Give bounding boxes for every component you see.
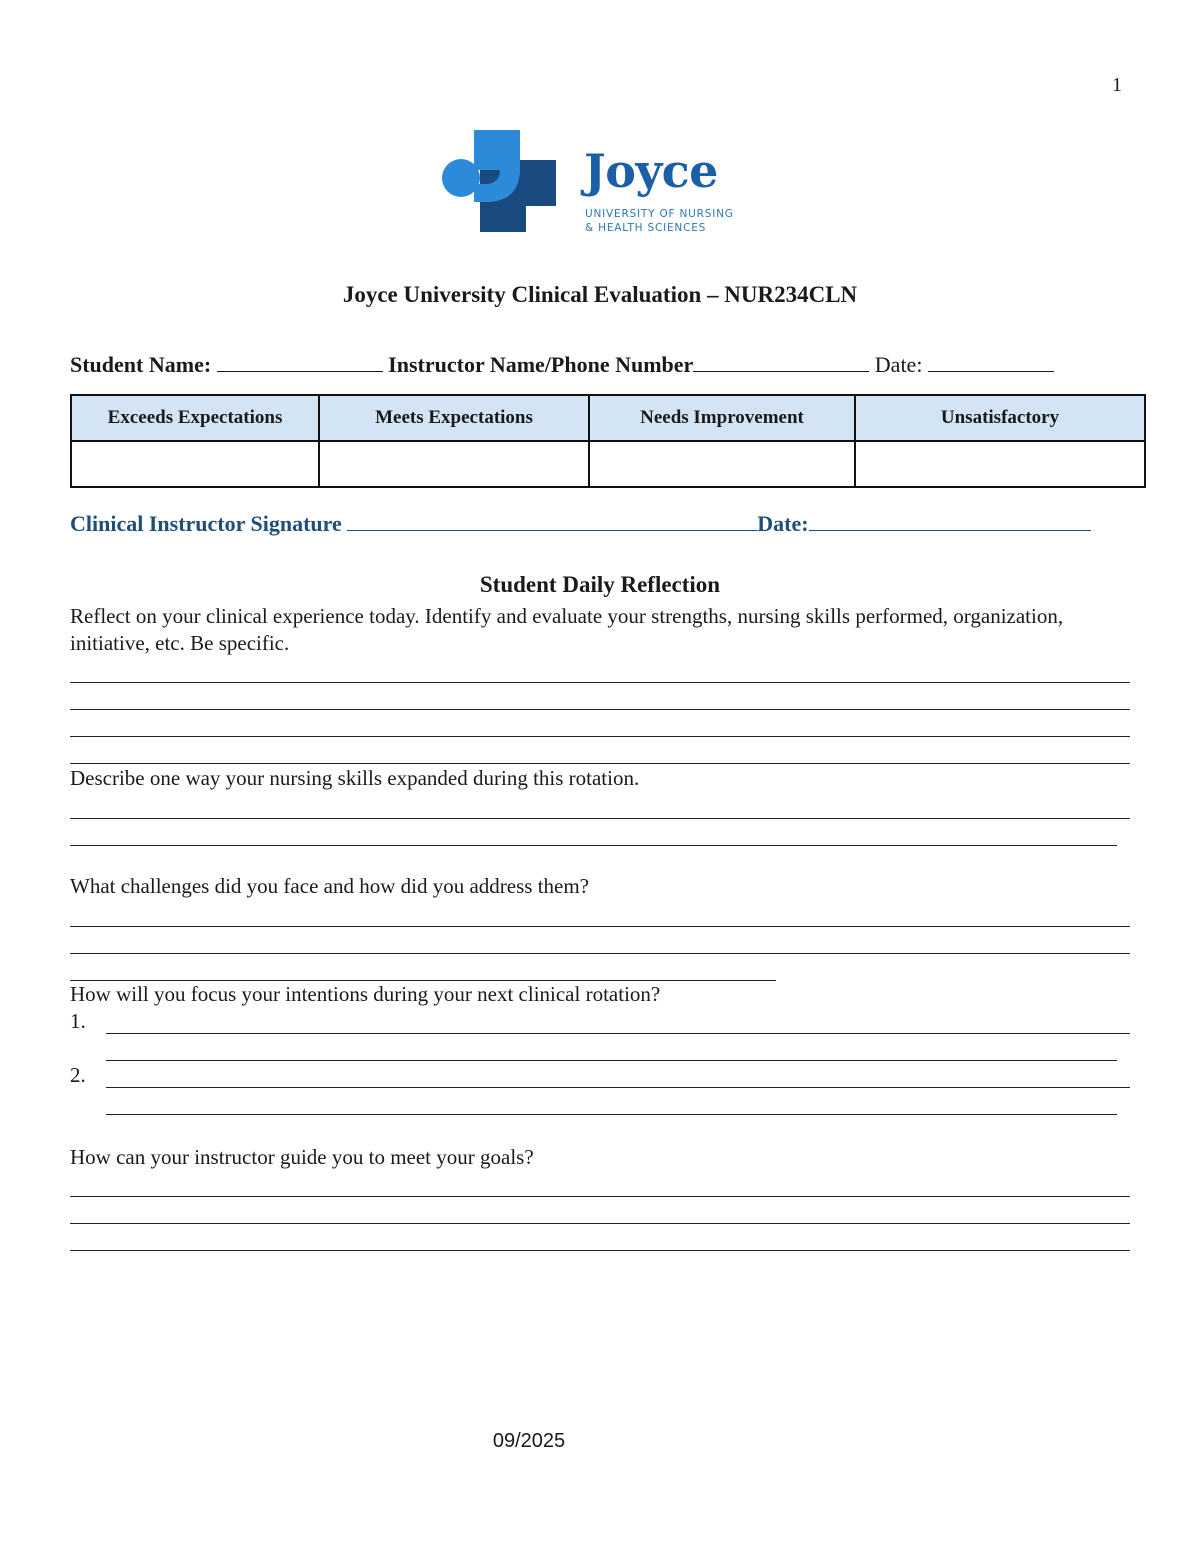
header-meets: Meets Expectations (319, 395, 589, 441)
reflection-prompt-skills: Describe one way your nursing skills expanded during this rotation. (70, 766, 640, 790)
instructor-field[interactable] (693, 354, 869, 372)
signature-date-label: Date: (757, 511, 809, 536)
instructor-label: Instructor Name/Phone Number (388, 352, 694, 377)
signature-label: Clinical Instructor Signature (70, 511, 342, 536)
header-unsatisfactory: Unsatisfactory (855, 395, 1145, 441)
rating-entry-row (71, 441, 1145, 487)
page-title: Joyce University Clinical Evaluation – NUR234CLN (342, 282, 858, 307)
footer-date: 09/2025 (492, 1430, 566, 1452)
joyce-logo (428, 122, 774, 250)
answer-line[interactable] (70, 736, 1130, 737)
logo-wordmark: Joyce (584, 144, 718, 198)
cell-meets[interactable] (319, 441, 589, 487)
answer-line[interactable] (106, 1087, 1130, 1088)
cell-exceeds[interactable] (71, 441, 319, 487)
answer-line[interactable] (106, 1114, 1117, 1115)
intention-number-1: 1. (70, 1009, 86, 1033)
answer-line[interactable] (70, 926, 1130, 927)
answer-line[interactable] (70, 1196, 1130, 1197)
logo-subtitle-line-1: UNIVERSITY OF NURSING (585, 208, 734, 220)
date-field[interactable] (928, 354, 1054, 372)
answer-line[interactable] (106, 1033, 1130, 1034)
header-exceeds: Exceeds Expectations (71, 395, 319, 441)
reflection-prompt-challenges: What challenges did you face and how did you address them? (70, 874, 590, 898)
rating-header-row (71, 395, 1145, 441)
cell-unsatisfactory[interactable] (855, 441, 1145, 487)
cell-needs-improvement[interactable] (589, 441, 855, 487)
rating-table (70, 394, 1146, 488)
reflection-prompt-instructor: How can your instructor guide you to meet your goals? (70, 1145, 534, 1169)
answer-line[interactable] (70, 1250, 1130, 1251)
answer-line[interactable] (70, 682, 1130, 683)
student-name-label: Student Name: (70, 352, 212, 377)
reflection-prompt-intentions: How will you focus your intentions during your next clinical rotation? (70, 982, 661, 1006)
reflection-title: Student Daily Reflection (479, 572, 721, 597)
answer-line[interactable] (70, 709, 1130, 710)
answer-line[interactable] (70, 818, 1130, 819)
answer-line[interactable] (70, 845, 1117, 846)
header-needs-improvement: Needs Improvement (589, 395, 855, 441)
answer-line[interactable] (70, 763, 1130, 764)
answer-line[interactable] (70, 953, 1130, 954)
reflection-prompt-strengths: Reflect on your clinical experience today. Identify and evaluate your strengths, nursing skills performed, organization, initiative, etc. Be specific. (70, 604, 1064, 655)
answer-line[interactable] (70, 1223, 1130, 1224)
student-name-field[interactable] (217, 354, 383, 372)
page-number: 1 (1112, 74, 1122, 96)
intention-number-2: 2. (70, 1063, 86, 1087)
signature-date-field[interactable] (809, 513, 1091, 531)
answer-line[interactable] (106, 1060, 1117, 1061)
student-info-line (70, 352, 1054, 378)
date-label: Date: (874, 352, 923, 377)
signature-line (70, 511, 1091, 537)
signature-field[interactable] (347, 513, 757, 531)
cross-logo-icon (428, 122, 558, 242)
logo-subtitle-line-2: & HEALTH SCIENCES (585, 222, 707, 234)
